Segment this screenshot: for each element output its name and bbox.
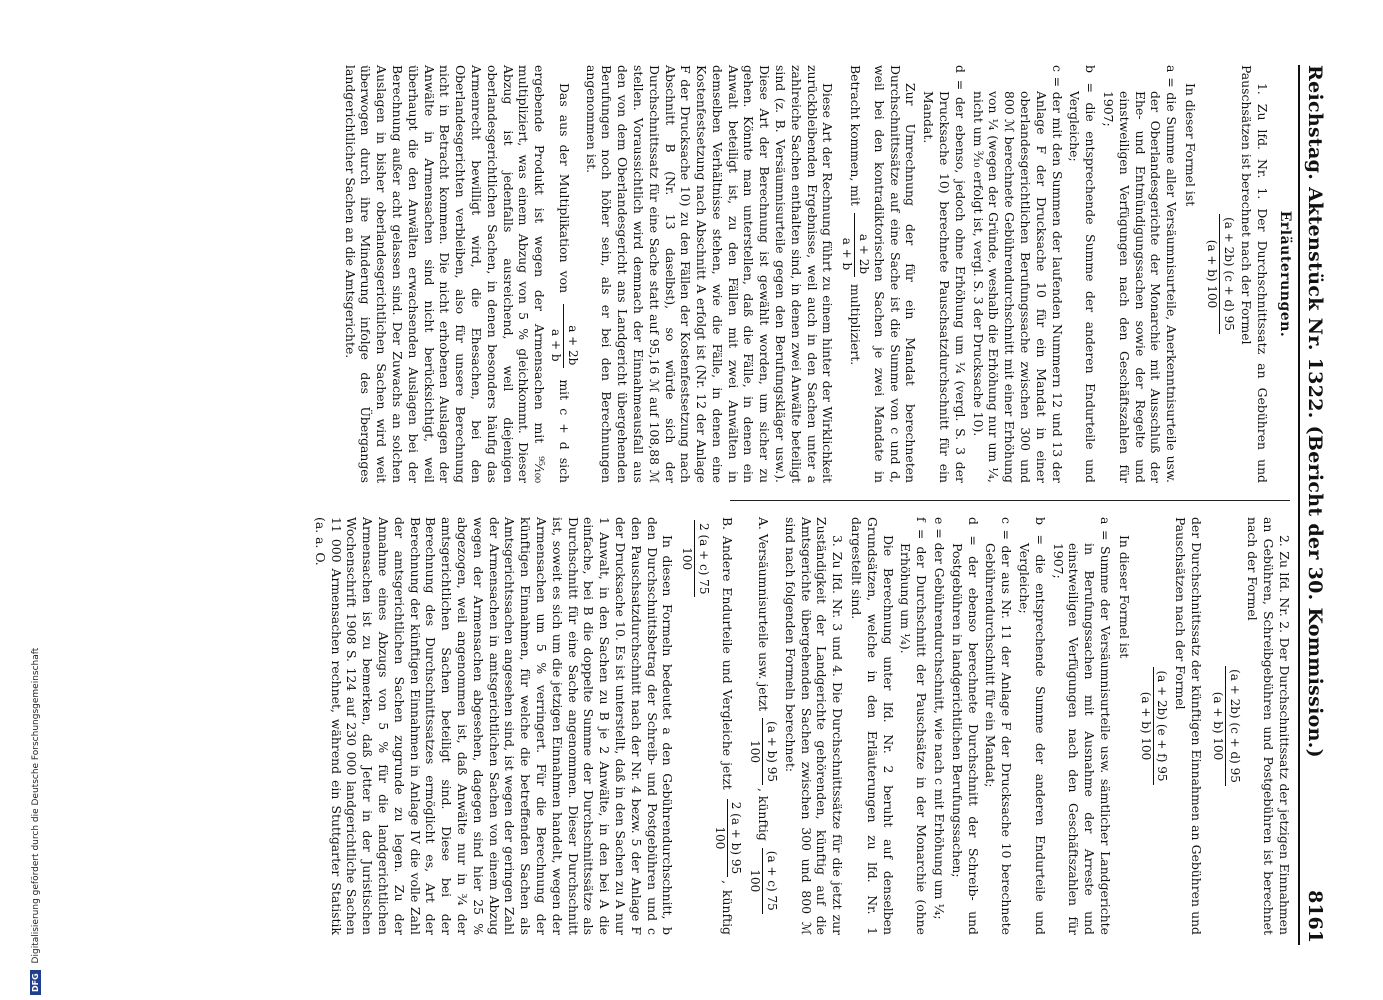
formula-1 <box>1209 517 1242 935</box>
credit-text: Digitalisierung gefördert durch die Deutsche Forschungsgemeinschaft <box>31 647 41 964</box>
dfg-logo: DFG <box>30 970 41 995</box>
symbol: d = <box>965 517 981 546</box>
denominator: 100 <box>748 740 763 763</box>
definition-text: der Gebührendurchschnitt, wie nach c mit Erhöhung um ¼; <box>932 542 948 920</box>
numerator: 2 (a + c) 75 <box>694 520 711 597</box>
denominator: (a + b) 100 <box>1204 239 1219 309</box>
fraction <box>547 304 580 368</box>
definition-a <box>1050 517 1114 935</box>
formula-b2-label: künftig <box>720 890 736 935</box>
fraction <box>1203 214 1236 334</box>
definition-e <box>931 517 948 935</box>
rotated-page <box>80 65 1330 945</box>
numerator: (a + 2b) (c + d) 95 <box>1219 214 1236 334</box>
definition-b <box>1067 65 1099 483</box>
symbol: c = <box>1049 65 1065 88</box>
denominator: (a + b) 100 <box>1210 691 1225 761</box>
numerator: a + 2b <box>854 213 871 277</box>
paragraph-3: 3. Zu lfd. Nr. 3 und 4. Die Durchschnittssätze für die jetzt zur Zuständigkeit der Landgerichte gehörenden, künftig auf die Amtsgerichte übergehenden Sachen zwischen 300 und 800 ℳ sind nach folgenden Formeln berechnet: <box>782 517 846 935</box>
definition-text: der Durchschnitt der Pauschsätze in der Monarchie (ohne Erhöhung um ¼). <box>898 543 930 935</box>
symbol: b = <box>1083 65 1099 93</box>
formula-intro: In dieser Formel ist <box>1116 535 1132 659</box>
denominator: a + b <box>548 329 563 362</box>
right-column <box>309 517 1292 935</box>
fraction <box>1137 667 1170 784</box>
digitization-credit <box>30 648 41 995</box>
formula-a-label: A. Versäumnisurteile usw. jetzt <box>756 517 772 712</box>
definition-a <box>1100 65 1180 483</box>
fraction <box>838 213 871 277</box>
definition-text: die Summe aller Versäumnisurteile, Anerkenntnisurteile usw. der Oberlandesgerichte der Monarchie mit Ausschluß der Ehe- und Entmündigungssachen sowie der Regelte und einstweiligen Verfügungen nach den Geschäftszahlen für 1907; <box>1101 91 1180 483</box>
numerator: (a + c) 75 <box>762 848 779 914</box>
definition-text: Summe der Versäumnisurteile usw. sämtlicher Landgerichte in Berufungssachen mit Ausnahme der Arreste und einstweiligen Verfügungen nach den Geschäftszahlen für 1907; <box>1050 543 1114 935</box>
definition-c <box>983 517 1015 935</box>
numerator: a + 2b <box>563 304 580 368</box>
numerator: (a + 2b) (e + f) 95 <box>1153 667 1170 784</box>
definition-text: der ebenso, jedoch ohne Erhöhung um ¼ (vergl. S. 3 der Drucksache 10) berechnete Pauschsatzdurchschnitt für ein Mandat. <box>921 91 968 483</box>
fraction <box>711 799 744 877</box>
paragraph-2: Die Berechnung unter lfd. Nr. 2 beruht auf denselben Grundsätzen, welche in den Erläuterungen zu lfd. Nr. 1 dargestellt sind. <box>849 517 896 935</box>
numerator: (a + b) 95 <box>762 718 779 785</box>
paragraph-2-text: Zur Umrechnung der für ein Mandat berechneten Durchschnittssätze auf eine Sache ist die Summe von c und d, weil bei den kontradiktorischen Sachen je zwei Mandate in Betracht kommen, mit <box>848 65 919 483</box>
formula-b-line <box>678 517 743 935</box>
symbol: c = <box>999 517 1015 540</box>
formula-1 <box>1203 65 1236 483</box>
symbol: b = <box>1032 517 1048 545</box>
fraction <box>1209 666 1242 786</box>
section-title: Erläuterungen. <box>1277 210 1293 338</box>
symbol: e = <box>932 517 948 539</box>
fraction <box>747 718 780 785</box>
definition-text: die entsprechende Summe der anderen Endurteile und Vergleiche; <box>1017 543 1048 935</box>
definition-text: der mit den Summen der laufenden Nummern 12 und 13 der Anlage F der Drucksache 10 für ein Mandat in einer oberlandesgerichtlichen Berufungssache zwischen 300 und 800 ℳ berechnete Gebührendurchschnitt mit einer Erhöhung von ¼ (wegen der Gründe, weshalb die Erhöhung nur um ¼, nicht um ³⁄₁₀ erfolgt ist, vergl. S. 3 der Drucksache 10). <box>970 91 1065 483</box>
column-divider <box>730 500 1290 501</box>
denominator: (a + b) 100 <box>1138 691 1153 761</box>
formula-2 <box>1137 517 1170 935</box>
page-header <box>1298 65 1330 945</box>
paragraph-1: 2. Zu lfd. Nr. 2. Der Durchschnittssatz der jetzigen Einnahmen an Gebühren, Schreibgebühren und Postgebühren ist berechnet nach der Formel <box>1245 517 1292 935</box>
definition-text: der aus Nr. 11 der Anlage F der Drucksache 10 berechnete Gebührendurchschnitt für ein Mandat; <box>983 543 1015 935</box>
paragraph-1: 1. Zu lfd. Nr. 1. Der Durchschnittssatz an Gebühren und Pauschsätzen ist berechnet nach der Formel <box>1239 65 1271 483</box>
definition-d <box>920 65 968 483</box>
symbol: a = <box>1164 65 1180 88</box>
fraction <box>747 848 780 914</box>
definition-text: der ebenso berechnete Durchschnitt der Schreib- und Postgebühren in landgerichtlichen Berufungssachen; <box>949 543 981 935</box>
fraction <box>678 520 711 597</box>
definition-f <box>898 517 930 935</box>
paragraph-4: In diesen Formeln bedeutet a den Gebührendurchschnitt, b den Durchschnittsbetrag der Schreib- und Postgebühren und c den Pauschsatzdurchschnitt nach der Nr. 4 bezw. 5 der Anlage F der Drucksache 10. Es ist unterstellt, daß in den Sachen zu A nur 1 Anwalt, in den Sachen zu B je 2 Anwälte, in den bei A die einfache, bei B die doppelte Summe der Durchschnittssätze als Durchschnitt für eine Sache angenommen. Dieser Durchschnitt ist, soweit es sich um die jetzigen Einnahmen handelt, wegen der Armensachen um 5 % verringert. Für die Berechnung der künftigen Einnahmen, für welche die betreffenden Sachen als Amtsgerichtssachen angesehen sind, ist wegen der geringen Zahl der Armensachen in amtsgerichtlichen Sachen von einem Abzug wegen der Armensachen abgesehen, dagegen sind hier 25 % abgezogen, weil angenommen ist, daß Anwälte nur in ¾ der amtsgerichtlichen Sachen beteiligt sind. Diese bei der Berechnung des Durchschnittssatzes ermöglicht es, Art der Berechnung der künftigen Einnahmen in Anlage IV die volle Zahl der amtsgerichtlichen Sachen zugrunde zu legen. Zu der Annahme eines Abzugs von 5 % für die landgerichtlichen Armensachen ist zu bemerken, daß Jetter in der Juristischen Wochenschrift 1908 S. 124 auf 230 000 landgerichtliche Sachen 11 000 Armensachen rechnet, während ein Stuttgarter Statistik (a. a. O. <box>312 517 676 935</box>
denominator: a + b <box>840 237 855 271</box>
definition-d <box>949 517 981 935</box>
page-number: 8161 <box>1304 890 1326 943</box>
formula-b-label: B. Andere Endurteile und Vergleiche jetzt <box>720 517 736 790</box>
symbol: d = <box>952 65 968 91</box>
paragraph-4 <box>342 65 580 483</box>
paragraph-2-end: multipliziert. <box>848 283 864 366</box>
numerator: (a + 2b) (c + d) 95 <box>1225 666 1242 786</box>
running-title: Reichstag. Aktenstück Nr. 1322. (Bericht der 30. Kommission.) <box>1304 65 1326 758</box>
formula-a-mid: , künftig <box>756 788 772 841</box>
left-column <box>339 65 1292 483</box>
paragraph-3: Diese Art der Rechnung führt zu einem hinter der Wirklichkeit zurückbleibenden Ergebnisse, weil auch in den Sachen unter a zahlreiche Sachen enthalten sind, in denen zwei Anwälte beteiligt sind (z. B. Versäumnisurteile gegen den Berufungskläger usw.). Diese Art der Berechnung ist gewählt worden, um sicher zu gehen. Könnte man unterstellen, daß die Fälle, in denen ein Anwalt beteiligt ist, zu den Fällen mit zwei Anwälten in demselben Verhältnisse stehen, wie die Fälle, in denen eine Kostenfestsetzung nach Abschnitt A erfolgt ist (Nr. 12 der Anlage F der Drucksache 10) zu den Fällen der Kostenfestsetzung nach Abschnitt B (Nr. 13 daselbst), so würde sich der Durchschnittssatz für eine Sache statt auf 95,16 ℳ auf 108,88 ℳ stellen. Voraussichtlich wird demnach der Einnahmeausfall aus den von dem Oberlandesgericht ans Landgericht übergehenden Berufungen noch höher sein, als er bei den Berechnungen angenommen ist. <box>583 65 836 483</box>
paragraph-4-rest: mit c + d sich ergebende Produkt ist wegen der Armensachen mit ⁹⁵⁄₁₀₀ multipliziert, was einem Abzug von 5 % gleichkommt. Dieser Abzug ist jedenfalls ausreichend, weil diejenigen oberlandesgerichtlichen Sachen, in denen besonders häufig das Armenrecht bewilligt wird, die Ehesachen, bei den Oberlandesgerichten verbleiben, also für unsere Berechnung nicht in Betracht kommen. Die nicht erhobenen Auslagen der Anwälte in Armensachen sind nicht berücksichtigt, weil überhaupt die den Anwälten erwachsenden Auslagen bei der Berechnung außer acht gelassen sind. Der Zuwachs an solchen Auslagen in bisher oberlandesgerichtlichen Sachen wird weit überwogen durch ihre Minderung infolge des Überganges landgerichtlicher Sachen an die Amtsgerichte. <box>342 65 572 483</box>
definition-c <box>970 65 1065 483</box>
paragraph-2 <box>838 65 918 483</box>
formula-intro: In dieser Formel ist <box>1183 83 1199 207</box>
formula-a-line <box>747 517 780 935</box>
paragraph-4-text: Das aus der Multiplikation von <box>556 83 572 294</box>
numerator: 2 (a + b) 95 <box>727 799 744 877</box>
paragraph-1b: der Durchschnittssatz der künftigen Einnahmen an Gebühren und Pauschsätzen nach der Formel <box>1173 517 1205 935</box>
definition-b <box>1016 517 1048 935</box>
denominator: 100 <box>680 547 695 571</box>
definition-text: die entsprechende Summe der anderen Endurteile und Vergleiche; <box>1067 91 1099 483</box>
denominator: 100 <box>748 869 763 893</box>
formula-b-mid: , <box>720 880 736 885</box>
symbol: a = <box>1098 517 1114 541</box>
symbol: f = <box>914 517 930 540</box>
denominator: 100 <box>712 826 727 850</box>
